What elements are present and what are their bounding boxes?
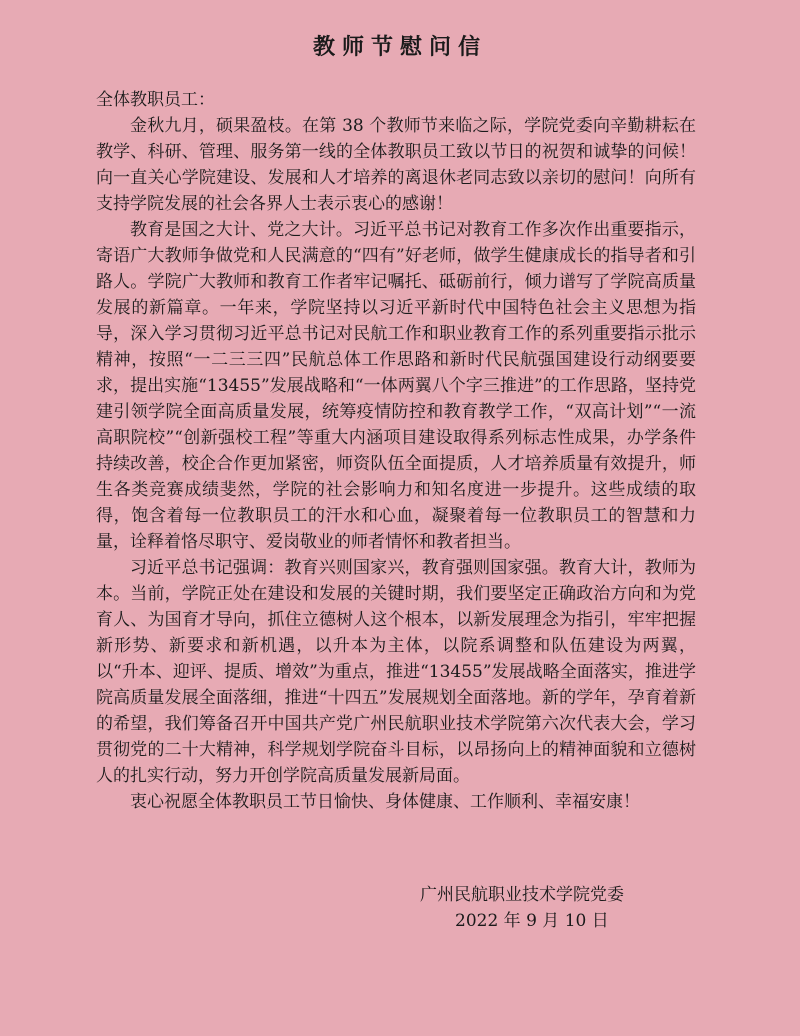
paragraph-greeting: 金秋九月，硕果盈枝。在第 38 个教师节来临之际，学院党委向辛勤耕耘在教学、科研、管理、服务第一线的全体教职员工致以节日的祝贺和诚挚的问候！向一直关心学院建设、发展和人才培养的离退休老同志致以亲切的慰问！向所有支持学院发展的社会各界人士表示衷心的感谢！	[96, 116, 696, 214]
letter-body	[96, 113, 696, 815]
letter-title: 教师节慰问信	[312, 35, 487, 60]
paragraph-wishes: 衷心祝愿全体教职员工节日愉快、身体健康、工作顺利、幸福安康！	[130, 792, 640, 812]
signature-organization: 广州民航职业技术学院党委	[420, 885, 624, 905]
paragraph-outlook: 习近平总书记强调：教育兴则国家兴，教育强则国家强。教育大计，教师为本。当前，学院正处在建设和发展的关键时期，我们要坚定正确政治方向和为党育人、为国育才导向，抓住立德树人这个根本，以新发展理念为指引，牢牢把握新形势、新要求和新机遇，以升本为主体，以院系调整和队伍建设为两翼，以“升本、迎评、提质、增效”为重点，推进“13455”发展战略全面落实，推进学院高质量发展全面落细，推进“十四五”发展规划全面落地。新的学年，孕育着新的希望，我们筹备召开中国共产党广州民航职业技术学院第六次代表大会，学习贯彻党的二十大精神，科学规划学院奋斗目标，以昂扬向上的精神面貌和立德树人的扎实行动，努力开创学院高质量发展新局面。	[96, 558, 696, 786]
paragraph-achievements: 教育是国之大计、党之大计。习近平总书记对教育工作多次作出重要指示，寄语广大教师争做党和人民满意的“四有”好老师，做学生健康成长的指导者和引路人。学院广大教师和教育工作者牢记嘱托、砥砺前行，倾力谱写了学院高质量发展的新篇章。一年来，学院坚持以习近平新时代中国特色社会主义思想为指导，深入学习贯彻习近平总书记对民航工作和职业教育工作的系列重要指示批示精神，按照“一二三三四”民航总体工作思路和新时代民航强国建设行动纲要要求，提出实施“13455”发展战略和“一体两翼八个字三推进”的工作思路，坚持党建引领学院全面高质量发展，统筹疫情防控和教育教学工作，“双高计划”“一流高职院校”“创新强校工程”等重大内涵项目建设取得系列标志性成果，办学条件持续改善，校企合作更加紧密，师资队伍全面提质，人才培养质量有效提升，师生各类竞赛成绩斐然，学院的社会影响力和知名度进一步提升。这些成绩的取得，饱含着每一位教职员工的汗水和心血，凝聚着每一位教职员工的智慧和力量，诠释着恪尽职守、爱岗敬业的师者情怀和教者担当。	[96, 220, 696, 552]
letter-salutation: 全体教职员工：	[96, 90, 215, 110]
signature-date: 2022 年 9 月 10 日	[455, 911, 609, 931]
